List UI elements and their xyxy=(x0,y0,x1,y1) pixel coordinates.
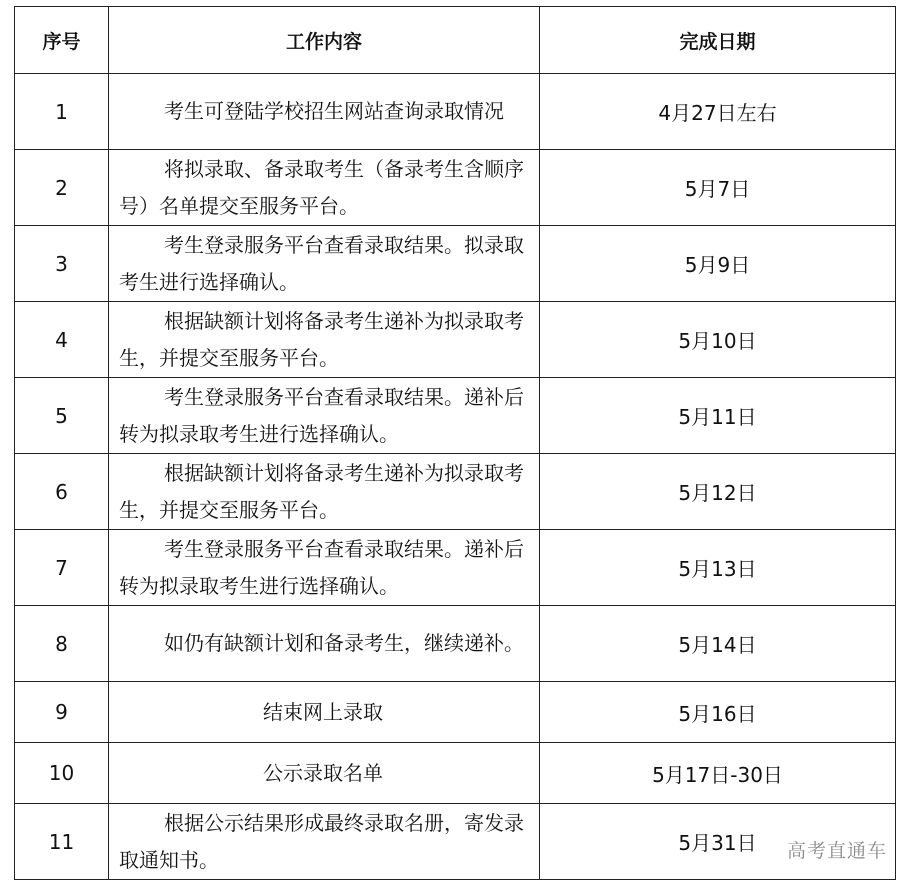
row-content-text: 根据缺额计划将备录考生递补为拟录取考生，并提交至服务平台。 xyxy=(119,308,524,370)
table-row xyxy=(15,743,896,804)
row-content-text: 考生登录服务平台查看录取结果。递补后转为拟录取考生进行选择确认。 xyxy=(119,536,524,598)
row-content-text: 根据缺额计划将备录考生递补为拟录取考生，并提交至服务平台。 xyxy=(119,460,524,522)
table-row xyxy=(15,74,896,150)
row-content xyxy=(109,743,540,804)
row-content-text: 公示录取名单 xyxy=(263,760,383,785)
table-row xyxy=(15,530,896,606)
row-content-text: 考生可登陆学校招生网站查询录取情况 xyxy=(164,99,504,123)
table-row xyxy=(15,150,896,226)
row-content-text: 考生登录服务平台查看录取结果。拟录取考生进行选择确认。 xyxy=(119,232,524,294)
table-row xyxy=(15,606,896,682)
row-content xyxy=(109,150,540,226)
row-number: 7 xyxy=(15,530,109,606)
header-no: 序号 xyxy=(15,7,109,74)
row-content xyxy=(109,378,540,454)
row-content xyxy=(109,804,540,880)
row-content xyxy=(109,454,540,530)
row-content xyxy=(109,74,540,150)
row-number: 8 xyxy=(15,606,109,682)
header-content: 工作内容 xyxy=(109,7,540,74)
row-content-text: 将拟录取、备录取考生（备录考生含顺序号）名单提交至服务平台。 xyxy=(119,156,524,218)
row-content-text: 结束网上录取 xyxy=(263,699,383,724)
row-date: 5月17日-30日 xyxy=(540,743,896,804)
row-content xyxy=(109,226,540,302)
row-number: 5 xyxy=(15,378,109,454)
row-number: 9 xyxy=(15,682,109,743)
row-date: 5月11日 xyxy=(540,378,896,454)
row-content-text: 根据公示结果形成最终录取名册，寄发录取通知书。 xyxy=(119,810,524,872)
row-date: 5月16日 xyxy=(540,682,896,743)
row-number: 1 xyxy=(15,74,109,150)
row-content xyxy=(109,606,540,682)
row-number: 11 xyxy=(15,804,109,880)
row-date: 5月31日 xyxy=(540,804,896,880)
row-date: 5月10日 xyxy=(540,302,896,378)
header-date: 完成日期 xyxy=(540,7,896,74)
row-number: 10 xyxy=(15,743,109,804)
row-content xyxy=(109,302,540,378)
row-number: 2 xyxy=(15,150,109,226)
table-row xyxy=(15,454,896,530)
row-number: 4 xyxy=(15,302,109,378)
table-row xyxy=(15,302,896,378)
row-date: 5月12日 xyxy=(540,454,896,530)
table-row xyxy=(15,682,896,743)
row-content xyxy=(109,530,540,606)
watermark-text: 高考直通车 xyxy=(786,840,887,862)
row-number: 6 xyxy=(15,454,109,530)
row-date: 5月13日 xyxy=(540,530,896,606)
table-row xyxy=(15,226,896,302)
row-number: 3 xyxy=(15,226,109,302)
row-date: 5月14日 xyxy=(540,606,896,682)
row-date: 4月27日左右 xyxy=(540,74,896,150)
row-date: 5月9日 xyxy=(540,226,896,302)
table-row xyxy=(15,804,896,880)
table-row xyxy=(15,378,896,454)
table-header-row xyxy=(15,7,896,74)
schedule-table xyxy=(14,6,896,880)
row-date: 5月7日 xyxy=(540,150,896,226)
row-content-text: 考生登录服务平台查看录取结果。递补后转为拟录取考生进行选择确认。 xyxy=(119,384,524,446)
row-content-text: 如仍有缺额计划和备录考生，继续递补。 xyxy=(164,631,524,655)
row-content xyxy=(109,682,540,743)
